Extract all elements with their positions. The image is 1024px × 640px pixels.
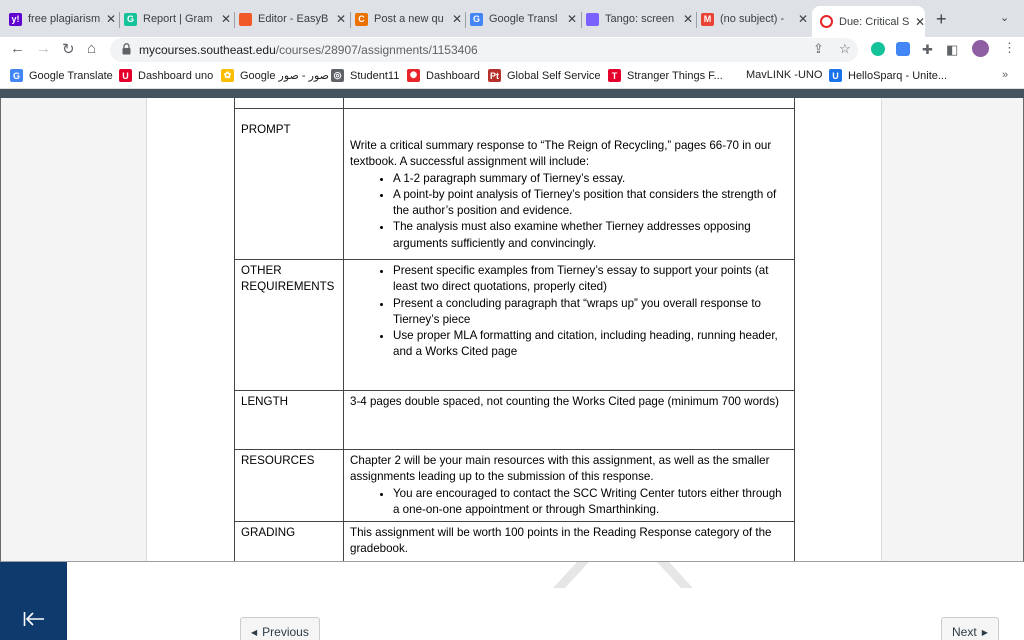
lock-icon bbox=[122, 43, 131, 55]
tab-separator bbox=[696, 12, 697, 28]
tab-separator bbox=[465, 12, 466, 28]
bookmarks-bar bbox=[0, 64, 1024, 89]
browser-tab[interactable] bbox=[470, 8, 577, 30]
row-content bbox=[344, 450, 795, 522]
bookmark-item[interactable] bbox=[221, 69, 329, 82]
tab-title: Tango: screen bbox=[605, 13, 675, 25]
bookmark-item[interactable] bbox=[488, 69, 601, 82]
bookmark-label: Dashboard bbox=[426, 69, 480, 82]
url-text bbox=[139, 43, 478, 57]
caret-left-icon: ◀ bbox=[251, 627, 258, 637]
home-icon[interactable]: ⌂ bbox=[87, 40, 97, 57]
list-item: • Present specific examples from Tierney’s essay to support your points (at least two direct quotations, properly cited) bbox=[393, 263, 788, 296]
tango-icon bbox=[586, 13, 599, 26]
row-label: RESOURCES bbox=[235, 450, 344, 522]
address-bar[interactable] bbox=[110, 38, 858, 62]
easybib-icon bbox=[239, 13, 252, 26]
next-button[interactable] bbox=[941, 617, 999, 640]
hellosparq-icon: U bbox=[829, 69, 842, 82]
uno-icon: U bbox=[119, 69, 132, 82]
bookmark-label: HelloSparq - Unite... bbox=[848, 69, 948, 82]
row-content bbox=[344, 109, 795, 260]
row-label: PROMPT bbox=[235, 109, 344, 260]
close-tab-icon[interactable]: ✕ bbox=[336, 12, 347, 26]
empty-cell bbox=[235, 98, 344, 109]
close-tab-icon[interactable]: ✕ bbox=[914, 14, 925, 29]
close-tab-icon[interactable]: ✕ bbox=[683, 12, 694, 26]
tab-separator bbox=[581, 12, 582, 28]
url-path: /courses/28907/assignments/1153406 bbox=[275, 43, 478, 57]
list-item: • Present a concluding paragraph that “wraps up” you overall response to Tierney’s piece bbox=[393, 296, 788, 329]
bookmark-item[interactable] bbox=[119, 69, 213, 82]
tab-title: Report | Gram bbox=[143, 13, 213, 25]
grammarly-extension-icon[interactable] bbox=[871, 42, 885, 56]
bookmark-item[interactable] bbox=[10, 69, 113, 82]
browser-tab[interactable] bbox=[586, 8, 693, 30]
bookmark-item[interactable] bbox=[829, 69, 947, 82]
collapse-nav-button[interactable] bbox=[0, 562, 67, 640]
bookmark-label: Dashboard uno bbox=[138, 69, 214, 82]
bookmark-star-icon[interactable]: ☆ bbox=[839, 41, 851, 56]
translate-extension-icon[interactable] bbox=[896, 42, 910, 56]
bullet-list bbox=[350, 263, 788, 361]
gmail-icon: M bbox=[701, 13, 714, 26]
list-item: • The analysis must also examine whether Tierney addresses opposing arguments sufficiently and convincingly. bbox=[393, 219, 788, 252]
table-row bbox=[235, 98, 795, 109]
browser-tab[interactable] bbox=[355, 8, 462, 30]
row-content bbox=[344, 391, 795, 450]
google-translate-icon: G bbox=[470, 13, 483, 26]
more-bookmarks-icon[interactable]: » bbox=[1002, 69, 1009, 81]
previous-button[interactable] bbox=[240, 617, 320, 640]
bookmark-label: MavLINK -UNO bbox=[746, 69, 823, 81]
tab-title: free plagiarism bbox=[28, 13, 100, 25]
row-text: Chapter 2 will be your main resources with this assignment, as well as the smaller assignments leading up to the submission of this response. bbox=[350, 454, 770, 484]
row-text: Write a critical summary response to “The Reign of Recycling,” pages 66-70 in our textbook. A successful assignment will include: bbox=[350, 139, 772, 169]
caret-right-icon: ▶ bbox=[981, 627, 988, 637]
row-label: GRADING bbox=[235, 522, 344, 561]
bookmark-item[interactable] bbox=[407, 69, 480, 82]
close-tab-icon[interactable]: ✕ bbox=[106, 12, 117, 26]
tab-title: Editor - EasyB bbox=[258, 13, 329, 25]
yahoo-icon: y! bbox=[9, 13, 22, 26]
chegg-icon: C bbox=[355, 13, 368, 26]
url-host: mycourses.southeast.edu bbox=[139, 43, 276, 57]
close-tab-icon[interactable]: ✕ bbox=[798, 12, 809, 26]
row-content bbox=[344, 522, 795, 561]
close-tab-icon[interactable]: ✕ bbox=[567, 12, 578, 26]
table-row bbox=[235, 522, 795, 561]
document-page bbox=[146, 98, 882, 561]
tab-title: Post a new qu bbox=[374, 13, 444, 25]
table-row bbox=[235, 450, 795, 522]
empty-cell bbox=[344, 98, 795, 109]
browser-tab[interactable] bbox=[239, 8, 346, 30]
google-photos-icon: ✿ bbox=[221, 69, 234, 82]
canvas-icon: ✺ bbox=[407, 69, 420, 82]
row-label: LENGTH bbox=[235, 391, 344, 450]
table-row bbox=[235, 109, 795, 260]
list-item: • A point-by point analysis of Tierney’s position that considers the strength of the author’s position and evidence. bbox=[393, 187, 788, 220]
page-header-bar bbox=[0, 89, 1024, 98]
browser-toolbar bbox=[0, 37, 1024, 64]
bookmark-item[interactable] bbox=[331, 69, 399, 82]
tab-title: (no subject) - bbox=[720, 13, 785, 25]
browser-tab[interactable] bbox=[701, 8, 808, 30]
table-row bbox=[235, 260, 795, 391]
kebab-menu-icon[interactable]: ⋮ bbox=[1003, 40, 1016, 55]
row-label: OTHER REQUIREMENTS bbox=[235, 260, 344, 391]
next-label: Next bbox=[952, 625, 977, 639]
bookmark-label: Stranger Things F... bbox=[627, 69, 723, 82]
new-tab-icon[interactable]: + bbox=[936, 9, 947, 29]
page-viewport bbox=[0, 89, 1024, 640]
extensions-puzzle-icon[interactable]: ✚ bbox=[922, 42, 933, 57]
tubi-icon: T bbox=[608, 69, 621, 82]
forward-arrow-icon[interactable]: → bbox=[36, 40, 51, 57]
previous-label: Previous bbox=[262, 625, 309, 639]
list-item: • Use proper MLA formatting and citation, including heading, running header, and a Works Cited page bbox=[393, 328, 788, 361]
grammarly-icon: G bbox=[124, 13, 137, 26]
chevron-down-icon[interactable]: ⌄ bbox=[1000, 12, 1010, 24]
bookmark-item[interactable] bbox=[746, 69, 822, 81]
bookmark-label: Google Translate bbox=[29, 69, 113, 82]
tab-separator bbox=[350, 12, 351, 28]
google-translate-icon: G bbox=[10, 69, 23, 82]
tab-separator bbox=[119, 12, 120, 28]
row-text: 3-4 pages double spaced, not counting the Works Cited page (minimum 700 words) bbox=[350, 395, 779, 408]
tab-title: Google Transl bbox=[489, 13, 558, 25]
assignment-table bbox=[234, 98, 795, 561]
browser-tab[interactable] bbox=[124, 8, 231, 30]
collapse-left-icon bbox=[23, 611, 45, 627]
tab-title: Due: Critical S bbox=[839, 15, 909, 28]
close-tab-icon[interactable]: ✕ bbox=[452, 12, 463, 26]
browser-tab[interactable] bbox=[812, 6, 925, 37]
reload-icon[interactable]: ↻ bbox=[62, 41, 75, 58]
bullet-list bbox=[350, 171, 788, 252]
browser-tab[interactable] bbox=[9, 8, 116, 30]
bookmark-label: Global Self Service bbox=[507, 69, 601, 82]
back-arrow-icon[interactable]: ← bbox=[10, 40, 25, 57]
tab-strip bbox=[0, 0, 1024, 37]
share-icon[interactable]: ⇪ bbox=[813, 41, 824, 56]
easel-stand-graphic bbox=[553, 562, 693, 588]
bookmark-item[interactable] bbox=[608, 69, 723, 82]
bookmark-label: Student11 bbox=[350, 69, 400, 82]
table-row bbox=[235, 391, 795, 450]
row-content bbox=[344, 260, 795, 391]
bullet-list bbox=[350, 486, 788, 519]
profile-avatar[interactable] bbox=[972, 40, 989, 57]
row-text: This assignment will be worth 100 points in the Reading Response category of the gradebook. bbox=[350, 526, 772, 556]
document-preview-overlay bbox=[0, 98, 1024, 562]
peoplesoft-icon: Pt bbox=[490, 70, 499, 81]
close-tab-icon[interactable]: ✕ bbox=[221, 12, 232, 26]
side-panel-icon[interactable]: ◧ bbox=[946, 42, 959, 57]
bookmark-label: Google صور - صور bbox=[240, 70, 329, 82]
tab-separator bbox=[234, 12, 235, 28]
student-icon: ◎ bbox=[331, 69, 344, 82]
list-item: • A 1-2 paragraph summary of Tierney’s essay. bbox=[393, 171, 788, 187]
canvas-icon bbox=[820, 15, 833, 28]
list-item: • You are encouraged to contact the SCC Writing Center tutors either through a one-on-one appointment or through Smarthinking. bbox=[393, 486, 788, 519]
